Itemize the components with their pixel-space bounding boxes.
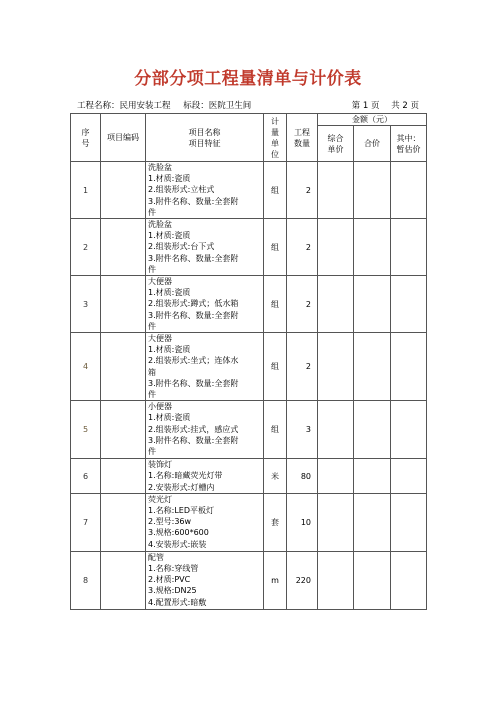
row-total xyxy=(354,493,391,551)
table-row xyxy=(71,333,427,401)
row-total xyxy=(354,162,391,219)
table-row xyxy=(71,459,427,494)
row-code xyxy=(101,333,146,401)
feature-line: 3.附件名称、数量:全套附 xyxy=(148,378,239,388)
feature-line: 4.配置形式:暗敷 xyxy=(148,597,207,607)
feature-line: 3.规格:600*600 xyxy=(148,528,209,538)
feature-line: 装饰灯 xyxy=(148,460,172,470)
row-qty: 2 xyxy=(287,219,318,276)
row-unit-price xyxy=(318,333,354,401)
row-temp-price xyxy=(391,219,427,276)
row-seq: 5 xyxy=(71,401,101,459)
header-unit-price: 综合 单价 xyxy=(318,126,354,162)
row-total xyxy=(354,459,391,494)
page-current: 第 1 页 xyxy=(351,101,380,111)
page-info xyxy=(343,99,419,111)
row-features xyxy=(146,459,264,494)
row-temp-price xyxy=(391,276,427,333)
row-code xyxy=(101,459,146,494)
table-row xyxy=(71,551,427,609)
row-qty: 2 xyxy=(287,333,318,401)
row-unit-price xyxy=(318,162,354,219)
header-amount: 金额（元） xyxy=(318,114,427,126)
project-name: 工程名称：民用安装工程 xyxy=(77,101,171,111)
feature-line: 配管 xyxy=(148,552,164,562)
feature-line: 件 xyxy=(148,264,156,274)
section-name: 标段：医院卫生间 xyxy=(183,101,252,111)
row-total xyxy=(354,333,391,401)
feature-line: 洗脸盆 xyxy=(148,220,172,230)
row-total xyxy=(354,551,391,609)
row-code xyxy=(101,493,146,551)
row-unit: 组 xyxy=(264,219,287,276)
table-row xyxy=(71,493,427,551)
header-total: 合价 xyxy=(354,126,391,162)
page-total: 共 2 页 xyxy=(391,101,419,111)
row-features xyxy=(146,401,264,459)
feature-line: 3.规格:DN25 xyxy=(148,586,197,596)
row-seq: 4 xyxy=(71,333,101,401)
feature-line: 1.材质:瓷质 xyxy=(148,231,191,241)
feature-line: 件 xyxy=(148,447,156,457)
row-unit: 组 xyxy=(264,162,287,219)
row-total xyxy=(354,401,391,459)
row-features xyxy=(146,333,264,401)
row-qty: 220 xyxy=(287,551,318,609)
feature-line: 2.材质:PVC xyxy=(148,575,191,585)
feature-line: 1.名称:暗藏荧光灯带 xyxy=(148,471,223,481)
row-features xyxy=(146,219,264,276)
feature-line: 4.安装形式:嵌装 xyxy=(148,539,207,549)
feature-line: 大便器 xyxy=(148,277,172,287)
feature-line: 3.附件名称、数量:全套附 xyxy=(148,196,239,206)
project-info xyxy=(77,99,261,111)
table-row xyxy=(71,219,427,276)
feature-line: 1.名称:穿线管 xyxy=(148,564,199,574)
row-temp-price xyxy=(391,493,427,551)
feature-line: 2.组装形式:坐式；连体水 xyxy=(148,356,239,366)
row-features xyxy=(146,493,264,551)
feature-line: 箱 xyxy=(148,367,156,377)
header-qty: 工程 数量 xyxy=(287,114,318,162)
row-unit-price xyxy=(318,459,354,494)
row-qty: 3 xyxy=(287,401,318,459)
feature-line: 2.型号:36w xyxy=(148,517,192,527)
row-unit: 组 xyxy=(264,333,287,401)
row-total xyxy=(354,276,391,333)
table-row xyxy=(71,401,427,459)
header-seq: 序 号 xyxy=(71,114,101,162)
feature-line: 2.组装形式:立柱式 xyxy=(148,185,215,195)
feature-line: 1.材质:瓷质 xyxy=(148,288,191,298)
header-name: 项目名称 项目特征 xyxy=(146,114,264,162)
row-seq: 6 xyxy=(71,459,101,494)
row-unit-price xyxy=(318,551,354,609)
row-features xyxy=(146,551,264,609)
table-row xyxy=(71,276,427,333)
feature-line: 1.名称:LED平板灯 xyxy=(148,506,214,516)
row-seq: 2 xyxy=(71,219,101,276)
page-title: 分部分项工程量清单与计价表 xyxy=(134,69,362,89)
row-qty: 2 xyxy=(287,276,318,333)
row-seq: 1 xyxy=(71,162,101,219)
row-code xyxy=(101,219,146,276)
header-unit: 计 量 单 位 xyxy=(264,114,287,162)
feature-line: 小便器 xyxy=(148,402,172,412)
row-code xyxy=(101,401,146,459)
feature-line: 荧光灯 xyxy=(148,494,172,504)
feature-line: 洗脸盆 xyxy=(148,163,172,172)
feature-line: 2.组装形式:蹲式；低水箱 xyxy=(148,299,239,309)
row-features xyxy=(146,162,264,219)
row-unit-price xyxy=(318,276,354,333)
row-seq: 3 xyxy=(71,276,101,333)
feature-line: 3.附件名称、数量:全套附 xyxy=(148,435,239,445)
header-code: 项目编码 xyxy=(101,114,146,162)
feature-line: 件 xyxy=(148,207,156,217)
feature-line: 件 xyxy=(148,390,156,400)
header-temp-price: 其中： 暂估价 xyxy=(391,126,427,162)
row-qty: 2 xyxy=(287,162,318,219)
row-unit-price xyxy=(318,401,354,459)
row-qty: 10 xyxy=(287,493,318,551)
row-total xyxy=(354,219,391,276)
feature-line: 1.材质:瓷质 xyxy=(148,413,191,423)
row-unit: 米 xyxy=(264,459,287,494)
row-temp-price xyxy=(391,401,427,459)
row-unit-price xyxy=(318,219,354,276)
feature-line: 3.附件名称、数量:全套附 xyxy=(148,253,239,263)
feature-line: 1.材质:瓷质 xyxy=(148,345,191,355)
row-unit-price xyxy=(318,493,354,551)
row-temp-price xyxy=(391,551,427,609)
bill-table xyxy=(70,113,427,610)
row-qty: 80 xyxy=(287,459,318,494)
row-code xyxy=(101,551,146,609)
row-features xyxy=(146,276,264,333)
row-seq: 8 xyxy=(71,551,101,609)
feature-line: 件 xyxy=(148,321,156,331)
row-temp-price xyxy=(391,333,427,401)
feature-line: 2.安装形式:灯槽内 xyxy=(148,482,215,492)
row-unit: 组 xyxy=(264,276,287,333)
row-unit: m xyxy=(264,551,287,609)
row-unit: 套 xyxy=(264,493,287,551)
row-seq: 7 xyxy=(71,493,101,551)
row-temp-price xyxy=(391,459,427,494)
row-temp-price xyxy=(391,162,427,219)
table-row xyxy=(71,162,427,219)
feature-line: 3.附件名称、数量:全套附 xyxy=(148,310,239,320)
feature-line: 2.组装形式:台下式 xyxy=(148,242,215,252)
row-code xyxy=(101,162,146,219)
row-code xyxy=(101,276,146,333)
feature-line: 1.材质:瓷质 xyxy=(148,174,191,184)
feature-line: 大便器 xyxy=(148,334,172,344)
row-unit: 组 xyxy=(264,401,287,459)
feature-line: 2.组装形式:挂式，感应式 xyxy=(148,424,239,434)
